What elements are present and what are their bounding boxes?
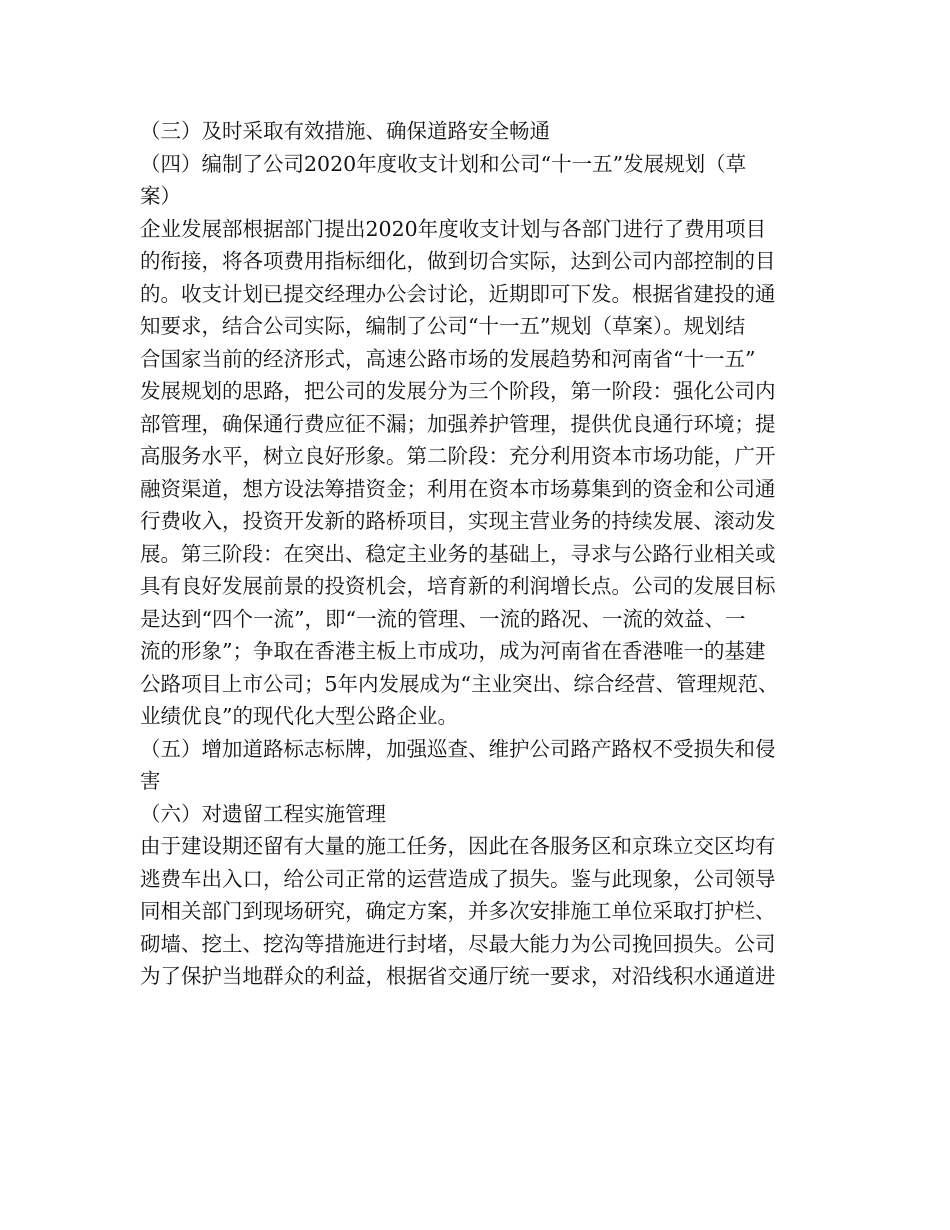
text-line: 逃费车出入口，给公司正常的运营造成了损失。鉴与此现象，公司领导	[140, 866, 776, 891]
text-line: 展。第三阶段：在突出、稳定主业务的基础上，寻求与公路行业相关或	[140, 541, 776, 566]
text-line: 融资渠道，想方设法筹措资金；利用在资本市场募集到的资金和公司通	[140, 476, 776, 501]
text-line: 业绩优良”的现代化大型公路企业。	[140, 704, 458, 728]
text-line: 合国家当前的经济形式，高速公路市场的发展趋势和河南省“十一五”	[140, 346, 756, 371]
text-line: 砌墙、挖土、挖沟等措施进行封堵，尽最大能力为公司挽回损失。公司	[140, 931, 776, 956]
text-line: 的。收支计划已提交经理办公会讨论，近期即可下发。根据省建投的通	[140, 281, 776, 306]
document-page	[140, 115, 830, 993]
text-line: 行费收入，投资开发新的路桥项目，实现主营业务的持续发展、滚动发	[140, 509, 776, 533]
text-line: 发展规划的思路，把公司的发展分为三个阶段，第一阶段：强化公司内	[140, 379, 776, 403]
text-line: 的衔接，将各项费用指标细化，做到切合实际，达到公司内部控制的目	[140, 249, 776, 273]
text-line: 公路项目上市公司；5年内发展成为“主业突出、综合经营、管理规范、	[140, 671, 779, 696]
text-line: 是达到“四个一流”，即“一流的管理、一流的路况、一流的效益、一	[140, 606, 746, 631]
text-line: （五）增加道路标志标牌，加强巡查、维护公司路产路权不受损失和侵	[140, 736, 776, 761]
text-line: 害	[140, 769, 161, 793]
text-line: 知要求，结合公司实际，编制了公司“十一五”规划（草案）。规划结	[140, 314, 746, 338]
text-line: 案）	[140, 184, 181, 208]
text-line: 流的形象”；争取在香港主板上市成功，成为河南省在香港唯一的基建	[140, 639, 766, 663]
text-line: 企业发展部根据部门提出2020年度收支计划与各部门进行了费用项目	[140, 216, 767, 241]
text-line: 为了保护当地群众的利益，根据省交通厅统一要求，对沿线积水通道进	[140, 964, 776, 988]
text-line: （四）编制了公司2020年度收支计划和公司“十一五”发展规划（草	[140, 151, 747, 176]
text-line: 同相关部门到现场研究，确定方案，并多次安排施工单位采取打护栏、	[140, 899, 776, 923]
text-line: （六）对遗留工程实施管理	[140, 801, 386, 826]
text-line: 高服务水平，树立良好形象。第二阶段：充分利用资本市场功能，广开	[140, 444, 776, 468]
text-line: 由于建设期还留有大量的施工任务，因此在各服务区和京珠立交区均有	[140, 834, 776, 858]
text-line: （三）及时采取有效措施、确保道路安全畅通	[140, 119, 550, 143]
text-line: 具有良好发展前景的投资机会，培育新的利润增长点。公司的发展目标	[140, 574, 776, 598]
text-line: 部管理，确保通行费应征不漏；加强养护管理，提供优良通行环境；提	[140, 411, 776, 436]
